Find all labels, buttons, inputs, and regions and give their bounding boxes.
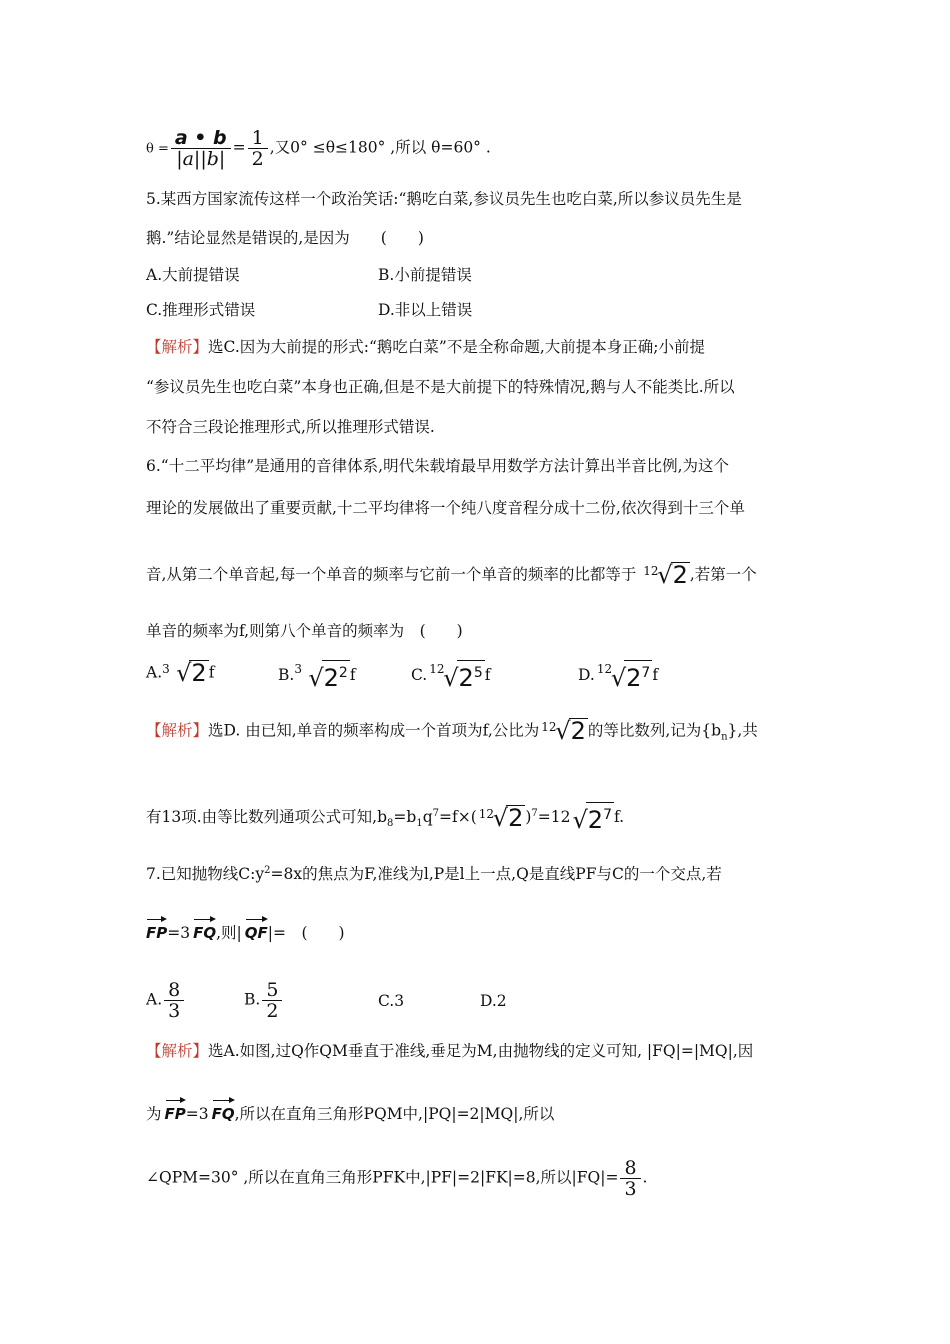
q6-answer-line-2 xyxy=(146,802,624,835)
q6-option-a xyxy=(146,660,214,687)
radicand-exponent: 7 xyxy=(641,665,651,681)
radical-sign-icon: √ xyxy=(572,806,588,834)
q7-answer-tag: 【解析】 xyxy=(146,1042,209,1060)
q5-answer-text-1: 选C.因为大前提的形式:“鹅吃白菜”不是全称命题,大前提本身正确;小前提 xyxy=(208,338,705,356)
radical-sign-icon: √ xyxy=(657,561,673,589)
q5-option-a: A.大前提错误 xyxy=(146,266,240,284)
fraction-denominator: 2 xyxy=(262,1000,282,1021)
q6-answer-text-2a: 有13项.由等比数列通项公式可知,b xyxy=(146,808,388,826)
vector-fq: FQ xyxy=(212,1097,235,1125)
fraction-denominator: 3 xyxy=(164,1000,184,1021)
cube-root-of-2-squared xyxy=(294,660,350,692)
fraction-denominator: 3 xyxy=(620,1178,640,1199)
q6-option-b-f: f xyxy=(349,666,356,684)
q7-line-2 xyxy=(146,916,345,944)
q7-answer-text-1: 选A.如图,过Q作QM垂直于准线,垂足为M,由抛物线的定义可知, |FQ|=|MQ|,因 xyxy=(208,1042,754,1060)
subscript-1: 1 xyxy=(416,818,423,830)
q6-answer-text-1a: 选D. 由已知,单音的频率构成一个首项为f,公比为 xyxy=(208,721,540,740)
q5-option-b: B.小前提错误 xyxy=(378,266,472,284)
vector-fq: FQ xyxy=(193,916,216,944)
q6-option-b xyxy=(278,660,356,692)
q7-line-1c: =8x的焦点为F,准线为l,P是l上一点,Q是直线PF与C的一个交点,若 xyxy=(270,865,722,884)
radicand xyxy=(624,660,652,690)
superscript-2: 2 xyxy=(264,865,271,876)
q7-option-d: D.2 xyxy=(480,992,507,1010)
superscript-7: 7 xyxy=(432,807,439,819)
fraction-numerator: a • b xyxy=(171,128,231,149)
q7-line-1 xyxy=(146,860,722,885)
half-denominator: 2 xyxy=(251,148,264,170)
q6-answer-text-2g: =f×( xyxy=(439,808,477,826)
superscript-7: 7 xyxy=(531,807,538,819)
radical-sign-icon: √ xyxy=(443,664,459,692)
q5-option-c: C.推理形式错误 xyxy=(146,301,256,319)
root-index: 12 xyxy=(541,720,557,734)
q5-line-2: 鹅.”结论显然是错误的,是因为 ( ) xyxy=(146,229,424,247)
one-half-fraction xyxy=(248,128,268,169)
subscript-8: 8 xyxy=(387,818,394,830)
q5-answer-tag: 【解析】 xyxy=(146,338,209,356)
root-index: 12 xyxy=(478,806,495,821)
fraction-numerator: 8 xyxy=(624,1157,637,1179)
q5-answer-line-2: “参议员先生也吃白菜”本身也正确,但是不是大前提下的特殊情况,鹅与人不能类比.所以 xyxy=(146,378,735,396)
q6-line-3-tail: ,若第一个 xyxy=(689,565,757,584)
theta-formula-line xyxy=(146,128,491,169)
radicand: 2 xyxy=(508,803,524,832)
vector-qf: QF xyxy=(245,916,268,944)
equals-sign: = xyxy=(232,138,246,157)
q6-answer-line-1 xyxy=(146,718,758,749)
radicand-exponent: 2 xyxy=(338,665,348,681)
q6-line-4: 单音的频率为f,则第八个单音的频率为 ( ) xyxy=(146,622,463,640)
q6-option-a-label: A. xyxy=(146,663,163,682)
radicand-base: 2 xyxy=(323,664,339,692)
q5-answer-line-3: 不符合三段论推理形式,所以推理形式错误. xyxy=(146,418,435,436)
root-index: 12 xyxy=(596,662,613,676)
fraction-numerator: 8 xyxy=(168,979,181,1001)
fraction-numerator: 5 xyxy=(266,979,279,1001)
q6-line-3 xyxy=(146,562,757,589)
q6-line-2: 理论的发展做出了重要贡献,十二平均律将一个纯八度音程分成十二份,依次得到十三个单 xyxy=(146,499,745,517)
radicand: 2 xyxy=(570,717,586,745)
root-index: 12 xyxy=(643,564,659,578)
q6-option-d xyxy=(578,660,658,692)
q7-answer-text-2a: 为 xyxy=(146,1105,162,1123)
q7-answer-line-3 xyxy=(146,1158,647,1199)
twelfth-root-of-2-to-7 xyxy=(596,660,653,692)
root-index: 12 xyxy=(429,662,445,676)
q6-option-a-f: f xyxy=(208,663,215,682)
q6-option-c-f: f xyxy=(484,666,491,684)
radical-sign-icon: √ xyxy=(555,717,571,745)
q6-answer-text-2k: f. xyxy=(614,808,625,826)
theta-prefix: θ = xyxy=(146,141,169,157)
twelfth-root-of-2 xyxy=(541,717,588,745)
eight-thirds-fraction xyxy=(620,1158,640,1199)
vector-fp: FP xyxy=(165,1097,186,1125)
q6-option-d-f: f xyxy=(652,666,659,684)
radicand xyxy=(322,660,350,690)
radicand-base: 2 xyxy=(626,664,642,692)
q7-line-1a: 7.已知抛物线C:y xyxy=(146,865,265,884)
root-index: 3 xyxy=(294,662,302,676)
radicand xyxy=(586,802,614,832)
q6-answer-tag: 【解析】 xyxy=(146,721,209,740)
q7-answer-line-2 xyxy=(146,1097,554,1125)
radical-sign-icon: √ xyxy=(176,659,192,687)
q6-line-3-text: 音,从第二个单音起,每一个单音的频率与它前一个单音的频率的比都等于 xyxy=(146,565,637,584)
q6-option-d-label: D. xyxy=(578,666,595,684)
radicand: 2 xyxy=(191,659,207,687)
root-of-2-to-7 xyxy=(573,802,615,834)
q7-answer-line-1 xyxy=(146,1040,753,1062)
q7-option-c: C.3 xyxy=(378,992,405,1010)
q7-answer-tail: . xyxy=(642,1168,648,1187)
q6-option-c xyxy=(411,660,490,692)
radicand-exponent: 5 xyxy=(473,665,483,681)
vector-fp: FP xyxy=(146,916,167,944)
q6-option-c-label: C. xyxy=(411,666,428,684)
cube-root-of-2 xyxy=(162,659,209,687)
q7-answer-text-3: ∠QPM=30° ,所以在直角三角形PFK中,|PF|=2|FK|=8,所以|FQ|= xyxy=(146,1168,619,1187)
q6-answer-q: q xyxy=(422,808,433,826)
root-index: 3 xyxy=(162,662,170,676)
q7-answer-text-2c: ,所以在直角三角形PQM中,|PQ|=2|MQ|,所以 xyxy=(234,1105,555,1123)
q6-answer-text-2j: =12 xyxy=(537,808,571,826)
q7-option-b-label: B. xyxy=(244,990,261,1009)
q6-answer-paren: ) xyxy=(525,808,532,826)
fraction-denominator: |a||b| xyxy=(176,148,226,170)
q6-answer-text-2c: =b xyxy=(393,808,417,826)
dot-product-fraction xyxy=(171,128,231,169)
eight-thirds-fraction xyxy=(164,980,184,1021)
twelfth-root-of-2 xyxy=(478,803,526,832)
q6-line-1: 6.“十二平均律”是通用的音律体系,明代朱载堉最早用数学方法计算出半音比例,为这个 xyxy=(146,457,729,475)
q7-option-b xyxy=(244,980,284,1021)
twelfth-root-of-2-to-5 xyxy=(429,660,485,692)
q7-option-a xyxy=(146,980,186,1021)
q7-then-text: ,则| xyxy=(216,924,242,942)
q6-answer-text-1b: 的等比数列,记为{b xyxy=(587,721,722,740)
half-numerator: 1 xyxy=(248,128,268,149)
radicand: 2 xyxy=(672,561,688,589)
radicand-exponent: 7 xyxy=(603,807,612,823)
q6-answer-text-1d: },共 xyxy=(727,721,758,740)
radicand xyxy=(457,660,485,690)
q6-option-b-label: B. xyxy=(278,666,295,684)
radical-sign-icon: √ xyxy=(610,664,627,692)
equals-3: =3 xyxy=(185,1105,209,1123)
q5-option-d: D.非以上错误 xyxy=(378,301,473,319)
equals-3: =3 xyxy=(167,924,191,942)
q7-tail-text: |= ( ) xyxy=(267,924,345,942)
q5-line-1: 5.某西方国家流传这样一个政治笑话:“鹅吃白菜,参议员先生也吃白菜,所以参议员先生是 xyxy=(146,190,742,208)
radicand-base: 2 xyxy=(458,664,474,692)
q5-answer-line-1 xyxy=(146,336,705,358)
radical-sign-icon: √ xyxy=(492,803,509,832)
q7-option-a-label: A. xyxy=(146,990,163,1009)
theta-tail-text: ,又0° ≤θ≤180° ,所以 θ=60° . xyxy=(269,138,491,157)
radical-sign-icon: √ xyxy=(308,664,324,692)
twelfth-root-of-2 xyxy=(643,561,690,589)
radicand-base: 2 xyxy=(587,806,604,834)
five-halves-fraction xyxy=(262,980,282,1021)
subscript-n: n xyxy=(721,731,728,743)
